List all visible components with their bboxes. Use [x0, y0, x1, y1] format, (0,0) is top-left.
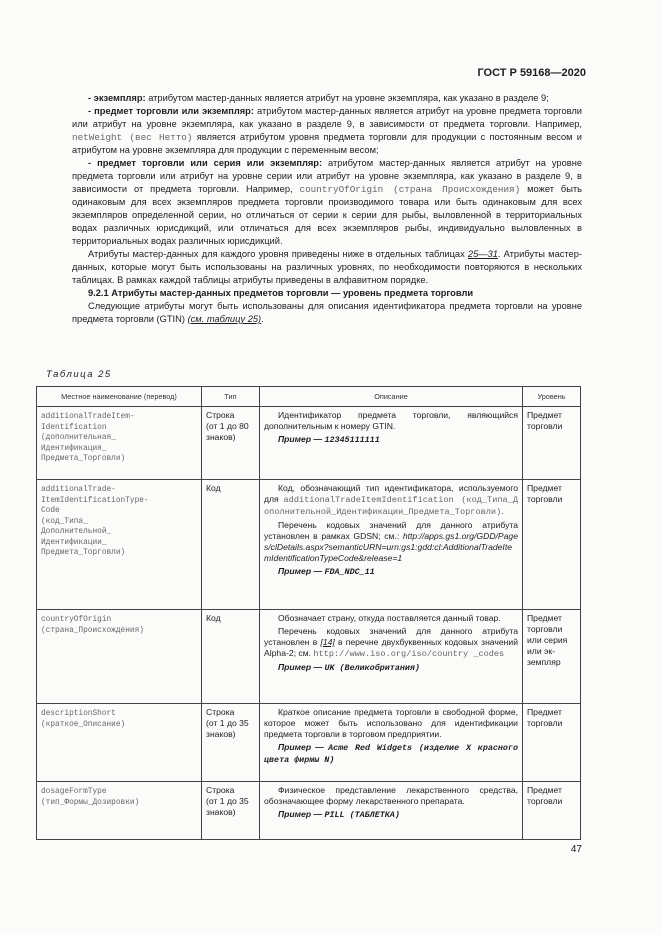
attribute-name: additionalTrade- ItemIdentificationType- Code (код_Типа_ Дополнительной_ Идентификации_ Предмета_Торговли) [37, 480, 202, 610]
attribute-type: Строка (от 1 до 35 знаков) [202, 704, 260, 782]
example: Пример — 12345111111 [278, 434, 380, 445]
paragraph-tradeitem-batch-instance: - предмет торговли или серия или экземпляр: атрибутом мастер-данных является атрибут на уровне предмета торговли или атрибут на уровне серии или атрибут на уровне экземпляра, как указано в разделе 9, в зависимости от предмета торговли. Например, countryOfOrigin (страна Происхождения) может быть одинаковым для всех экземпляров предмета торговли производимого товара или быть одинаковым для всех экземпляров определенной серии, но отличаться от серии к серии для рыбы, выловленной в территориальных водах различных юрисдикций, или отличаться для всех экземпляров рыбы, индивидуально выловленных в территориальных водах различных юрисдикций. [72, 158, 583, 246]
paragraph-instance: - экземпляр: атрибутом мастер-данных является атрибут на уровне экземпляра, как указано в разделе 9; [88, 93, 549, 103]
table-link[interactable]: (см. таблицу 25) [187, 314, 262, 324]
section-title: 9.2.1 Атрибуты мастер-данных предметов торговли — уровень предмета торговли [88, 288, 474, 298]
attribute-name: additionalTradeItem- Identification (дополнительная_ Идентификация_ Предмета_Торговли) [37, 407, 202, 480]
attribute-level: Предмет торговли [523, 782, 581, 840]
table-row [37, 480, 581, 610]
paragraph-tradeitem-or-instance: - предмет торговли или экземпляр: атрибутом мастер-данных является атрибут на уровне предмета торговли или атрибут на уровне экземпляра, как указано в разделе 9, в зависимости от предмета торговли. Например, netWeight (вес Нетто) является атрибутом уровня предмета торговли для продукции с постоянным весом и атрибутом на уровне экземпляра для продукции с переменным весом; [72, 106, 582, 155]
attributes-table [36, 386, 581, 840]
page-number: 47 [570, 844, 582, 855]
attribute-description: Физическое представление лекарственного средства, обозначающее форму лекарственного препарата. Пример — PILL (ТАБЛЕТКА) [260, 782, 523, 840]
table-row [37, 704, 581, 782]
table-caption: Таблица 25 [46, 369, 112, 380]
attribute-description: Идентификатор предмета торговли, являющийся дополнительным к номеру GTIN. Пример — 12345111111 [260, 407, 523, 480]
reference-link[interactable]: [14] [320, 637, 335, 647]
attribute-type: Строка (от 1 до 35 знаков) [202, 782, 260, 840]
header-type: Тип [202, 387, 260, 407]
document-code: ГОСТ Р 59168—2020 [477, 67, 586, 79]
attribute-level: Предмет торговли [523, 407, 581, 480]
gs1-url[interactable]: http://apps.gs1.org/GDD/Pages/clDetails.aspx?semanticURN=urn:gs1:gdd:cl:AdditionalTradeItemIdentificationTypeCode&release=1 [264, 531, 518, 563]
attribute-name: dosageFormType (тип_Формы_Дозировки) [37, 782, 202, 840]
example: Пример — Acme Red Widgets (изделие X красного цвета фирмы N) [264, 742, 518, 765]
table-row [37, 610, 581, 704]
table-header-row [37, 387, 581, 407]
header-description: Описание [260, 387, 523, 407]
attribute-description: Обозначает страну, откуда поставляется данный товар. Перечень кодовых значений для данного атрибута установлен в [14] в перечне двухбуквенных кодовых значений Alpha-2; см. http://www.iso.org/iso/country _codes Пример — UK (Великобритания) [260, 610, 523, 704]
attribute-type: Код [202, 610, 260, 704]
body-text [72, 92, 582, 326]
example: Пример — UK (Великобритания) [278, 662, 420, 673]
example: Пример — PILL (ТАБЛЕТКА) [278, 809, 400, 820]
attribute-name: descriptionShort (краткое_Описание) [37, 704, 202, 782]
attribute-level: Предмет торговли [523, 704, 581, 782]
tables-link[interactable]: 25—31 [467, 249, 498, 259]
attribute-level: Предмет торговли или серия или эк- земпляр [523, 610, 581, 704]
example: Пример — FDA_NDC_11 [278, 566, 375, 577]
table-row [37, 782, 581, 840]
header-name: Местное наименование (перевод) [37, 387, 202, 407]
attribute-level: Предмет торговли [523, 480, 581, 610]
attribute-description: Код, обозначающий тип идентификатора, используемого для additionalTradeItemIdentification (код_Типа_Дополнительной_Идентификации_Предмета_Торговли). Перечень кодовых значений для данного атрибута установлен в рамках GDSN; см.: http://apps.gs1.org/GDD/Pages/clDetails.aspx?semanticURN=urn:gs1:gdd:cl:AdditionalTradeItemIdentificationTypeCode&release=1 Пример — FDA_NDC_11 [260, 480, 523, 610]
paragraph-tables-overview: Атрибуты мастер-данных для каждого уровня приведены ниже в отдельных таблицах 25—31. Атрибуты мастер-данных, которые могут быть использованы на различных уровнях, по необходимости повторяются в нескольких таблицах. В рамках каждой таблицы атрибуты приведены в алфавитном порядке. [72, 249, 582, 285]
iso-url[interactable]: http://www.iso.org/iso/country _codes [313, 649, 505, 659]
header-level: Уровень [523, 387, 581, 407]
attribute-description: Краткое описание предмета торговли в свободной форме, которое может быть использовано для идентификации предмета торговли в торговом предприятии. Пример — Acme Red Widgets (изделие X красного цвета фирмы N) [260, 704, 523, 782]
attribute-type: Строка (от 1 до 80 знаков) [202, 407, 260, 480]
attribute-type: Код [202, 480, 260, 610]
attribute-name: countryOfOrigin (страна_Происхождения) [37, 610, 202, 704]
table-row [37, 407, 581, 480]
paragraph-gtin: Следующие атрибуты могут быть использованы для описания идентификатора предмета торговли на уровне предмета торговли (GTIN) (см. таблицу 25). [72, 301, 582, 324]
